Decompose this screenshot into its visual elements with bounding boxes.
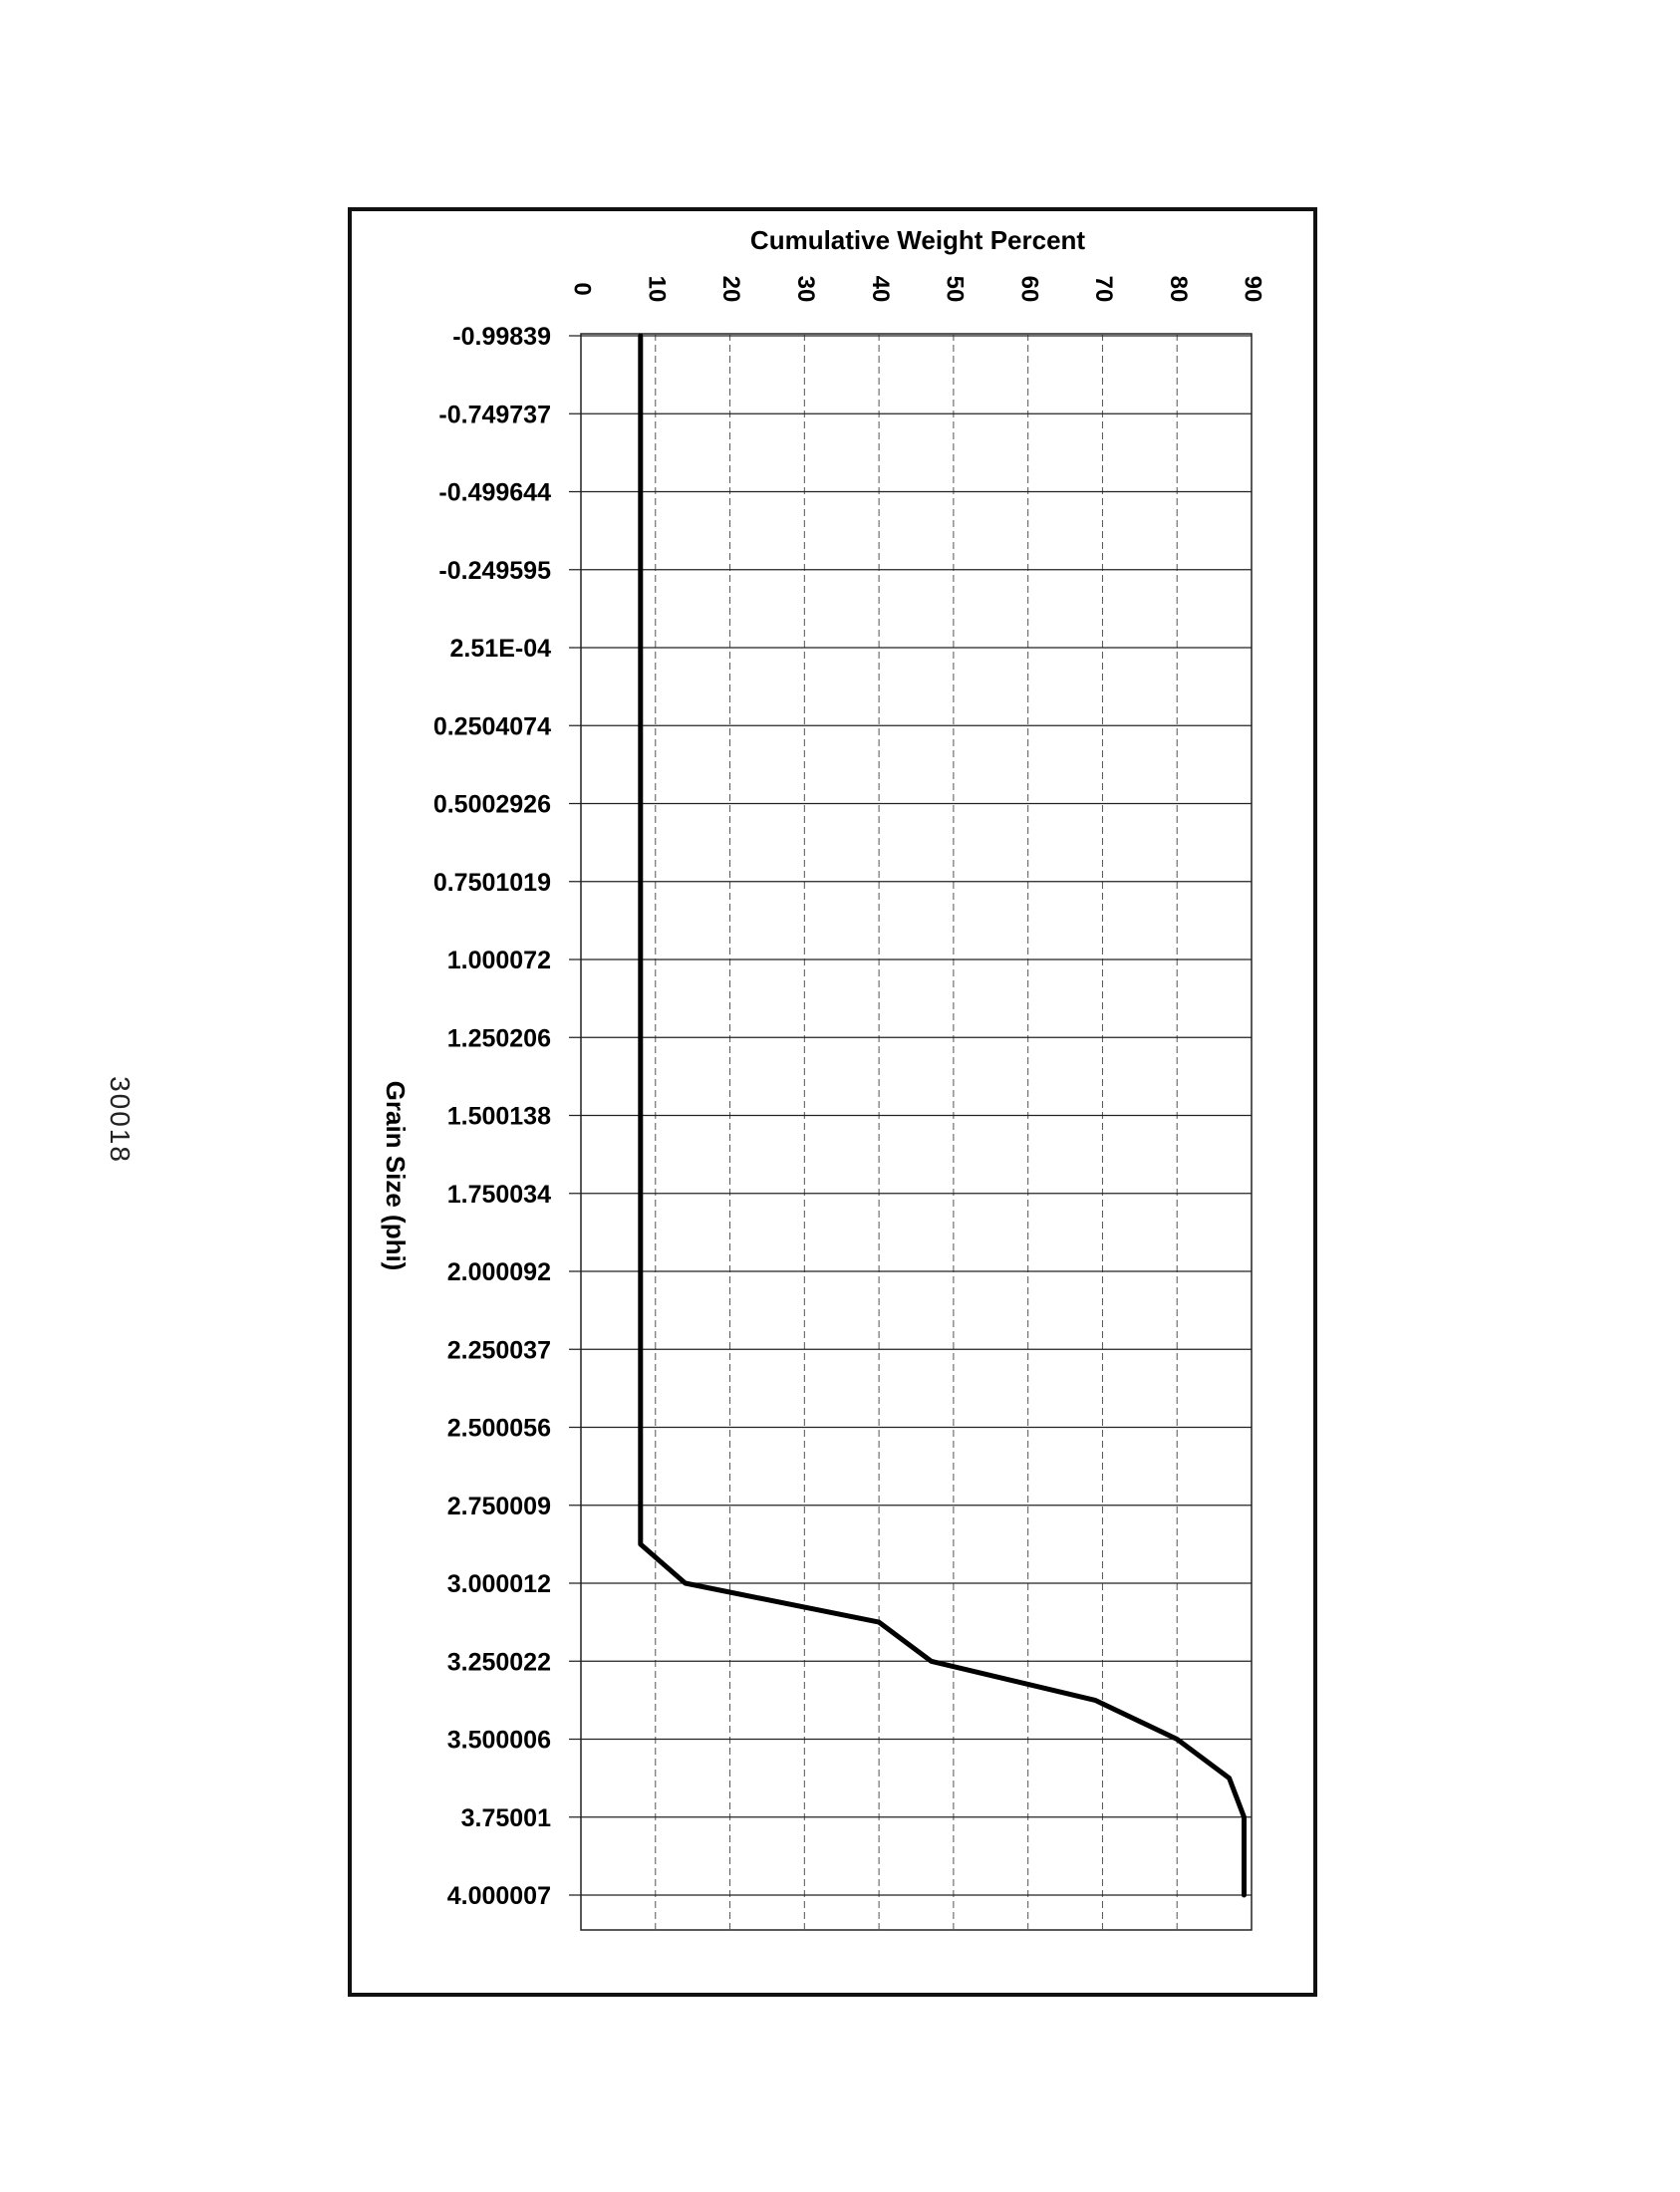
data-point [640, 1427, 641, 1428]
x-tick-label: 20 [717, 275, 745, 303]
data-point [1229, 1778, 1230, 1779]
y-tick-label: 2.500056 [446, 1414, 551, 1443]
data-point [640, 803, 641, 804]
y-tick-label: 3.500006 [446, 1726, 551, 1755]
x-tick-label: 10 [643, 275, 671, 303]
x-tick-label: 0 [568, 282, 596, 296]
data-point [685, 1583, 686, 1584]
data-point [640, 1037, 641, 1038]
x-tick-layer [569, 276, 1266, 303]
y-tick-label: 1.500138 [446, 1102, 551, 1131]
data-point [640, 1271, 641, 1272]
x-tick-label: 70 [1090, 275, 1118, 303]
y-tick-label: -0.99839 [452, 323, 551, 351]
chart-title: Cumulative Weight Percent [749, 225, 1086, 255]
y-tick-label: 2.51E-04 [449, 635, 551, 663]
y-tick-label: 2.750009 [446, 1492, 551, 1520]
grid-layer [569, 334, 1252, 1930]
data-point [640, 959, 641, 960]
data-point [1244, 1816, 1245, 1817]
x-tick-label: 50 [941, 275, 969, 303]
y-tick-label: 0.5002926 [432, 790, 551, 819]
x-tick-label: 60 [1015, 275, 1043, 303]
y-tick-label: 3.000012 [446, 1570, 551, 1598]
data-point [640, 725, 641, 726]
data-point [931, 1661, 932, 1662]
y-axis-label: Grain Size (phi) [381, 1080, 411, 1271]
y-tick-label: 4.000007 [446, 1882, 551, 1910]
data-point [640, 881, 641, 882]
x-tick-label: 40 [866, 275, 894, 303]
x-tick-label: 90 [1239, 275, 1266, 303]
data-point [640, 1115, 641, 1116]
data-point [640, 1349, 641, 1350]
data-point [640, 648, 641, 649]
y-tick-label: 0.2504074 [432, 712, 551, 741]
plot-area-border [581, 334, 1252, 1930]
y-tick-label: -0.249595 [438, 556, 551, 585]
y-tick-label: 1.250206 [446, 1024, 551, 1053]
data-point [640, 569, 641, 570]
y-tick-label: 0.7501019 [432, 868, 551, 897]
data-point [1177, 1739, 1178, 1740]
y-tick-layer [433, 323, 551, 1910]
x-tick-label: 30 [791, 275, 819, 303]
y-tick-label: 2.250037 [446, 1336, 551, 1365]
y-tick-label: 3.75001 [460, 1803, 551, 1832]
page-id-label: 30018 [105, 1076, 136, 1164]
data-point [640, 491, 641, 492]
data-point [1094, 1700, 1095, 1701]
y-tick-label: -0.749737 [438, 401, 551, 429]
data-point [640, 1193, 641, 1194]
data-point [879, 1622, 880, 1623]
data-point [640, 336, 641, 337]
y-tick-label: 1.750034 [446, 1180, 551, 1209]
y-tick-label: 1.000072 [446, 947, 551, 974]
data-point [640, 1505, 641, 1506]
data-point [1244, 1895, 1245, 1896]
y-tick-label: 3.250022 [446, 1648, 551, 1677]
data-point [640, 413, 641, 414]
data-point [640, 1543, 641, 1544]
y-tick-label: -0.499644 [438, 478, 551, 507]
y-tick-label: 2.000092 [446, 1258, 551, 1286]
x-tick-label: 80 [1164, 275, 1192, 303]
